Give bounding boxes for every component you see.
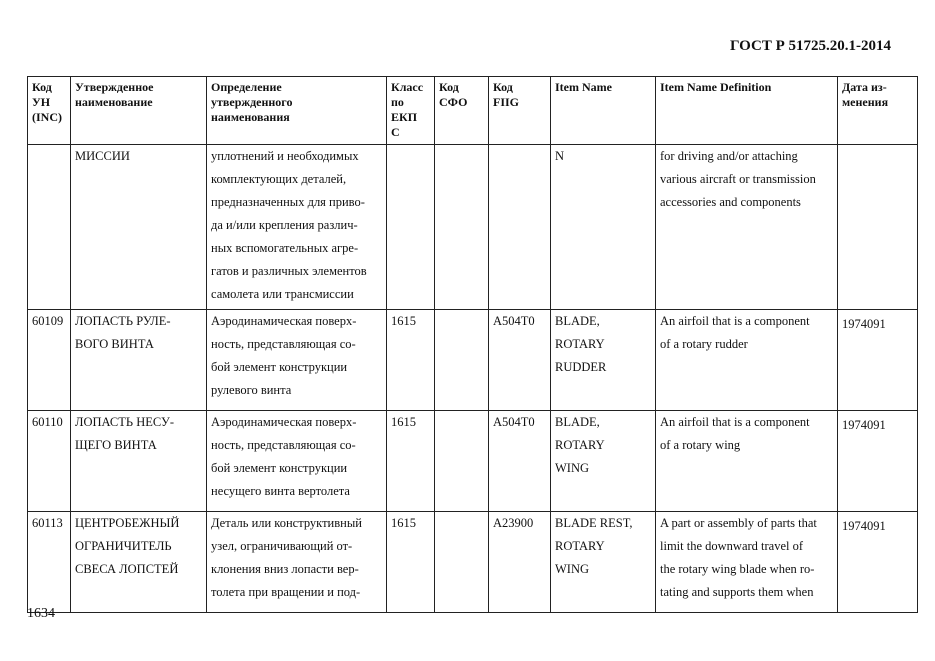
table-row [28,411,918,512]
cell-fiig: A504T0 [489,310,551,411]
table-row [28,145,918,310]
document-id: ГОСТ Р 51725.20.1-2014 [729,38,891,54]
cell-class: 1615 [387,512,435,613]
cell-name: МИССИИ [71,145,207,310]
header-sfo: Код СФО [435,77,489,145]
table-row [28,512,918,613]
cell-name: ЦЕНТРОБЕЖНЫЙ ОГРАНИЧИТЕЛЬ СВЕСА ЛОПСТЕЙ [71,512,207,613]
cell-item-definition: An airfoil that is a component of a rotary wing [656,411,838,512]
header-item-definition: Item Name Definition [656,77,838,145]
cell-fiig: A23900 [489,512,551,613]
header-date: Дата из- менения [838,77,918,145]
header-class: Класс по ЕКП С [387,77,435,145]
catalog-table [27,76,918,613]
cell-sfo [435,411,489,512]
cell-sfo [435,145,489,310]
page-number: 1634 [27,606,55,621]
cell-date [838,145,918,310]
cell-class: 1615 [387,411,435,512]
cell-definition: Аэродинамическая поверх- ность, представляющая со- бой элемент конструкции несущего винта вертолета [207,411,387,512]
header-definition: Определение утвержденного наименования [207,77,387,145]
header-code: Код УН (INC) [28,77,71,145]
header-row [28,77,918,145]
cell-name: ЛОПАСТЬ НЕСУ- ЩЕГО ВИНТА [71,411,207,512]
cell-class: 1615 [387,310,435,411]
header-item-name: Item Name [551,77,656,145]
cell-class [387,145,435,310]
cell-name: ЛОПАСТЬ РУЛЕ- ВОГО ВИНТА [71,310,207,411]
cell-code: 60113 [28,512,71,613]
cell-fiig: A504T0 [489,411,551,512]
cell-fiig [489,145,551,310]
header-fiig: Код FIIG [489,77,551,145]
cell-item-definition: A part or assembly of parts that limit the downward travel of the rotary wing blade when ro- tating and supports them when [656,512,838,613]
cell-code: 60109 [28,310,71,411]
cell-code [28,145,71,310]
cell-definition: Аэродинамическая поверх- ность, представляющая со- бой элемент конструкции рулевого винта [207,310,387,411]
cell-definition: уплотнений и необходимых комплектующих деталей, предназначенных для приво- да и/или крепления различ- ных вспомогательных агре- гатов и различных элементов самолета или трансмиссии [207,145,387,310]
header-approved-name: Утвержденное наименование [71,77,207,145]
cell-item-name: N [551,145,656,310]
cell-item-definition: for driving and/or attaching various aircraft or transmission accessories and components [656,145,838,310]
cell-item-definition: An airfoil that is a component of a rotary rudder [656,310,838,411]
cell-sfo [435,512,489,613]
cell-date: 1974091 [838,512,918,613]
cell-item-name: BLADE, ROTARY WING [551,411,656,512]
cell-item-name: BLADE REST, ROTARY WING [551,512,656,613]
cell-date: 1974091 [838,411,918,512]
cell-item-name: BLADE, ROTARY RUDDER [551,310,656,411]
table-row [28,310,918,411]
cell-date: 1974091 [838,310,918,411]
cell-definition: Деталь или конструктивный узел, ограничивающий от- клонения вниз лопасти вер- толета при вращении и под- [207,512,387,613]
cell-sfo [435,310,489,411]
cell-code: 60110 [28,411,71,512]
